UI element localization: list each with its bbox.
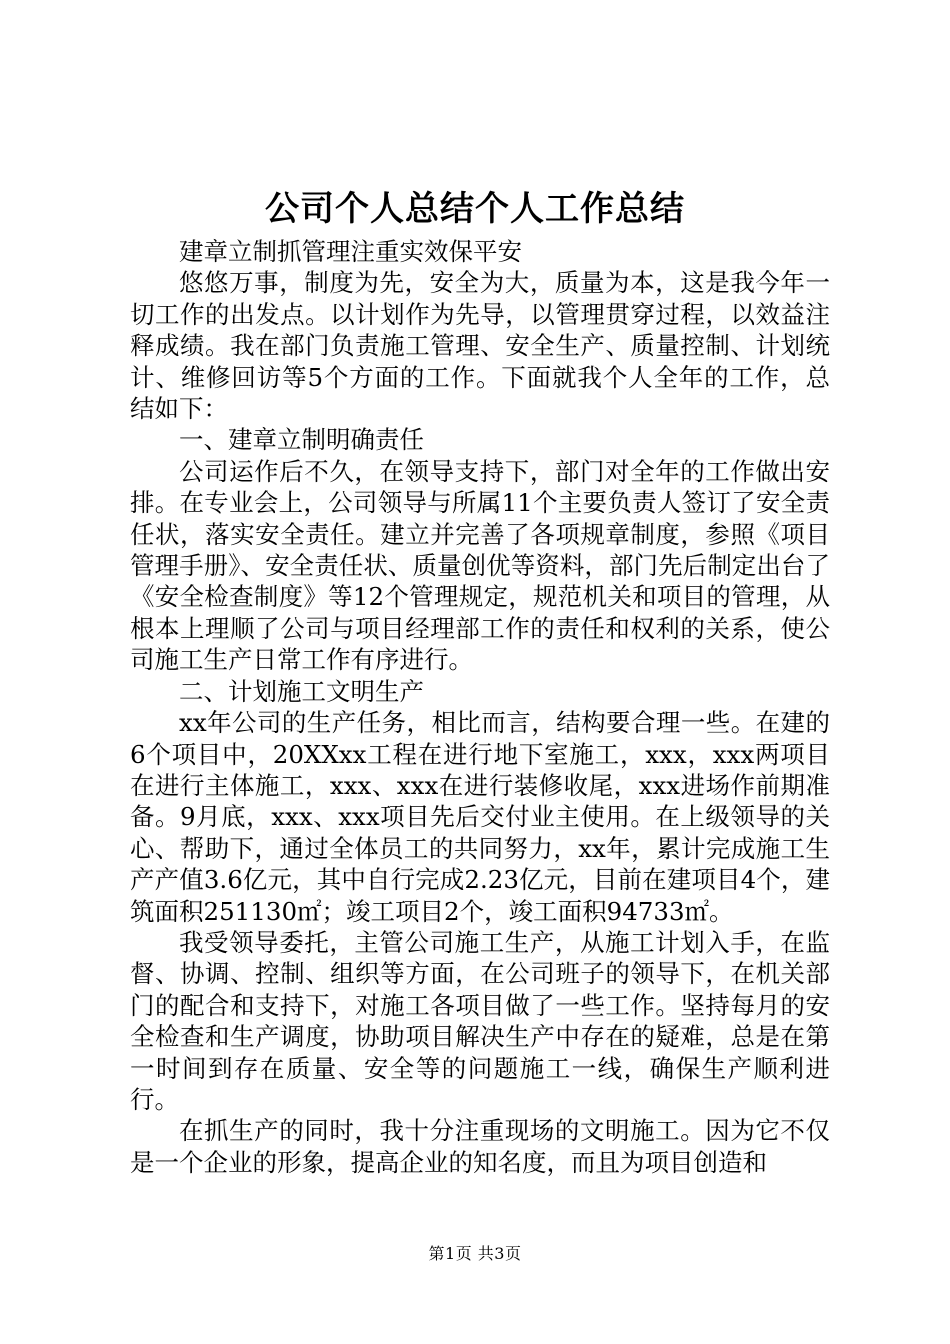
document-subtitle: 建章立制抓管理注重实效保平安 <box>179 237 522 266</box>
paragraph-intro: 悠悠万事，制度为先，安全为大，质量为本，这是我今年一切工作的出发点。以计划作为先导，以管理贯穿过程，以效益注释成绩。我在部门负责施工管理、安全生产、质量控制、计划统计、维修回访等5个方面的工作。下面就我个人全年的工作，总结如下： <box>130 268 830 424</box>
paragraph-section-2b: 我受领导委托，主管公司施工生产，从施工计划入手，在监督、协调、控制、组织等方面，在公司班子的领导下，在机关部门的配合和支持下，对施工各项目做了一些工作。坚持每月的安全检查和生产调度，协助项目解决生产中存在的疑难，总是在第一时间到存在质量、安全等的问题施工一线，确保生产顺利进行。 <box>130 927 830 1114</box>
section-heading-1: 一、建章立制明确责任 <box>179 425 424 455</box>
page-number-footer: 第1页 共3页 <box>428 1244 522 1263</box>
paragraph-section-1: 公司运作后不久，在领导支持下，部门对全年的工作做出安排。在专业会上，公司领导与所属11个主要负责人签订了安全责任状，落实安全责任。建立并完善了各项规章制度，参照《项目管理手册》、安全责任状、质量创优等资料，部门先后制定出台了《安全检查制度》等12个管理规定，规范机关和项目的管理，从根本上理顺了公司与项目经理部工作的责任和权利的关系，使公司施工生产日常工作有序进行。 <box>130 456 830 675</box>
paragraph-section-2a: xx年公司的生产任务，相比而言，结构要合理一些。在建的6个项目中，20XXxx工程在进行地下室施工，xxx，xxx两项目在进行主体施工，xxx、xxx在进行装修收尾，xxx进场作前期准备。9月底，xxx、xxx项目先后交付业主使用。在上级领导的关心、帮助下，通过全体员工的共同努力，xx年，累计完成施工生产产值3.6亿元，其中自行完成2.23亿元，目前在建项目4个，建筑面积251130㎡；竣工项目2个，竣工面积94733㎡。 <box>130 708 830 926</box>
paragraph-section-2c: 在抓生产的同时，我十分注重现场的文明施工。因为它不仅是一个企业的形象，提高企业的知名度，而且为项目创造和 <box>130 1116 830 1177</box>
document-body <box>130 236 830 1178</box>
document-title: 公司个人总结个人工作总结 <box>265 189 685 229</box>
section-heading-2: 二、计划施工文明生产 <box>179 676 424 706</box>
